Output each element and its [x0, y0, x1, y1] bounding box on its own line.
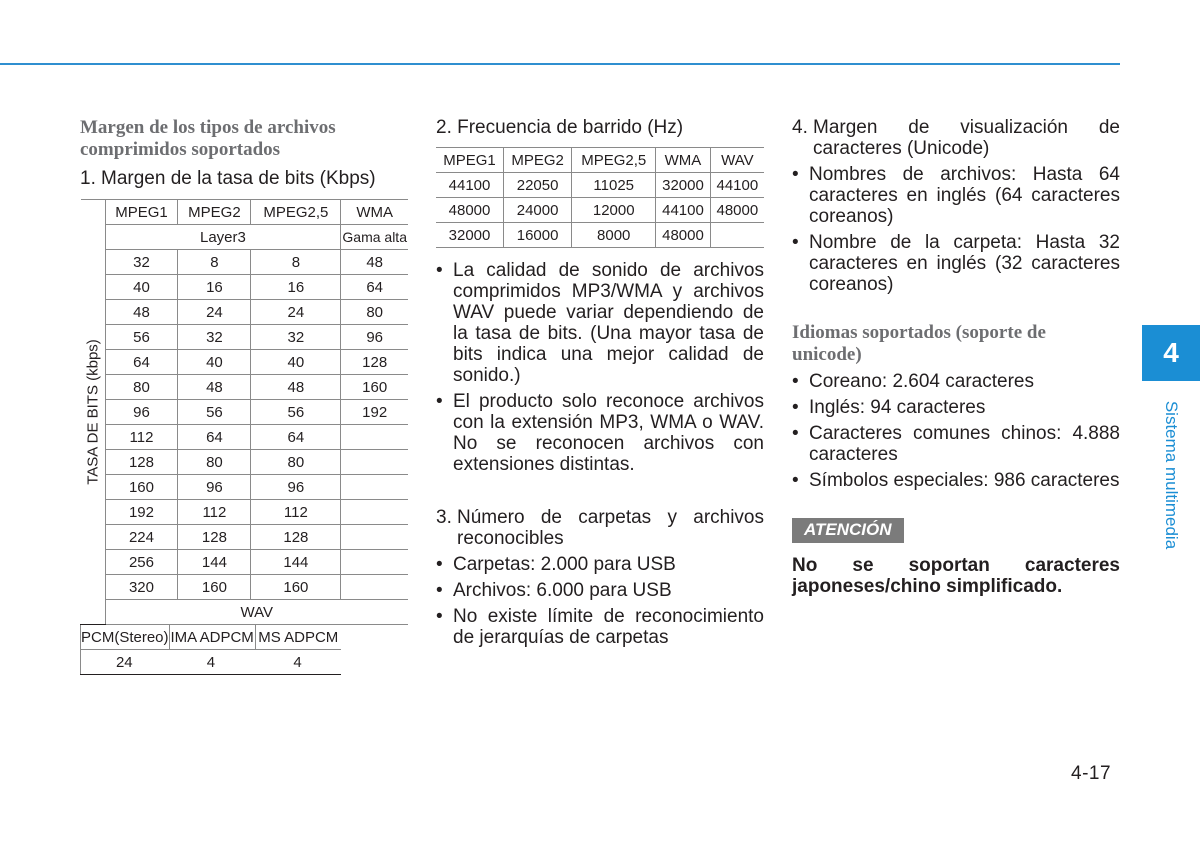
list-item-text: Caracteres comunes chinos: 4.888 caracteres [809, 423, 1120, 465]
table-row [81, 475, 409, 500]
cell: 22050 [504, 173, 572, 198]
list-item-text: Inglés: 94 caracteres [809, 397, 986, 418]
cell: 64 [178, 425, 251, 450]
numbered-item-2: 2. Frecuencia de barrido (Hz) [436, 117, 684, 138]
cell: 44100 [656, 198, 710, 223]
frequency-table [436, 147, 764, 248]
attention-label: ATENCIÓN [792, 518, 904, 543]
cell: 48 [251, 375, 341, 400]
list-item [792, 371, 1120, 392]
cell: 112 [105, 425, 178, 450]
list-item [436, 260, 764, 386]
wav-value: 4 [206, 653, 216, 671]
cell [341, 575, 408, 600]
cell: 32 [178, 325, 251, 350]
list-item [792, 164, 1120, 227]
cell: 160 [105, 475, 178, 500]
cell: 160 [341, 375, 408, 400]
cell: 320 [105, 575, 178, 600]
cell: 144 [251, 550, 341, 575]
table-row [436, 173, 764, 198]
wav-header: MS ADPCM [258, 628, 339, 646]
table-row [81, 350, 409, 375]
cell: 44100 [436, 173, 504, 198]
cell: 32000 [436, 223, 504, 248]
column-1 [80, 115, 408, 671]
bitrate-table [80, 199, 408, 675]
cell: 12000 [572, 198, 656, 223]
bullet-icon: • [792, 371, 799, 392]
cell: 40 [178, 350, 251, 375]
list-item [792, 232, 1120, 295]
item-text: Número de carpetas y archivos reconocibles [457, 507, 764, 549]
bullet-icon: • [792, 397, 799, 418]
list-item-text: Símbolos especiales: 986 caracteres [809, 470, 1120, 491]
cell: 192 [105, 500, 178, 525]
table-row [81, 525, 409, 550]
list-item [436, 554, 764, 575]
header-cell: MPEG1 [105, 200, 178, 225]
table-row [81, 375, 409, 400]
cell: 160 [251, 575, 341, 600]
gama-label: Gama alta [341, 225, 408, 250]
cell: 128 [341, 350, 408, 375]
wav-header-row [81, 625, 409, 650]
cell: 112 [178, 500, 251, 525]
numbered-item-3 [436, 507, 764, 549]
item-number: 4. [792, 117, 808, 138]
cell: 80 [341, 300, 408, 325]
cell [341, 475, 408, 500]
numbered-item-1 [80, 168, 408, 189]
cell [341, 425, 408, 450]
list-item-text: Nombre de la carpeta: Hasta 32 caracteres en inglés (32 caracteres coreanos) [809, 232, 1120, 295]
list-item [436, 580, 764, 601]
attention-text: No se soportan caracteres japoneses/chino simplificado. [792, 555, 1120, 597]
cell: 256 [105, 550, 178, 575]
list-item [436, 606, 764, 648]
cell: 144 [178, 550, 251, 575]
cell [341, 525, 408, 550]
list-item-text: No existe límite de reconocimiento de jerarquías de carpetas [453, 606, 764, 648]
bullet-icon: • [792, 164, 799, 185]
cell: 96 [251, 475, 341, 500]
cell: 32 [105, 250, 178, 275]
side-label: TASA DE BITS (kbps) [84, 339, 101, 485]
cell: 96 [178, 475, 251, 500]
list-item [792, 423, 1120, 465]
table-row [81, 575, 409, 600]
table-row [81, 550, 409, 575]
attention-box [792, 518, 1120, 543]
wav-value-row [81, 650, 409, 675]
list-item-text: Coreano: 2.604 caracteres [809, 371, 1034, 392]
table-row [436, 198, 764, 223]
bullet-list-languages [792, 371, 1120, 491]
cell: 56 [178, 400, 251, 425]
cell: 48 [105, 300, 178, 325]
header-cell: WMA [656, 148, 710, 173]
wav-value: 24 [115, 653, 133, 671]
layer-label: Layer3 [105, 225, 341, 250]
header-cell: MPEG2,5 [251, 200, 341, 225]
wav-value: 4 [293, 653, 302, 671]
chapter-tab-label: Sistema multimedia [1162, 400, 1181, 550]
cell: 160 [178, 575, 251, 600]
table-header-row [81, 200, 409, 225]
bullet-icon: • [436, 391, 443, 412]
cell: 32 [251, 325, 341, 350]
cell: 8 [178, 250, 251, 275]
wav-values-cell [81, 650, 341, 675]
cell: 48 [341, 250, 408, 275]
list-item-text: Archivos: 6.000 para USB [453, 580, 672, 601]
cell: 224 [105, 525, 178, 550]
cell: 48000 [656, 223, 710, 248]
chapter-tab-number: 4 [1142, 325, 1200, 381]
table-subheader-row [81, 225, 409, 250]
cell [341, 500, 408, 525]
side-label-cell [81, 200, 106, 625]
cell: 8 [251, 250, 341, 275]
bullet-icon: • [792, 423, 799, 444]
bullet-list-unicode [792, 164, 1120, 295]
wav-label-row [81, 600, 409, 625]
list-item-text: La calidad de sonido de archivos comprimidos MP3/WMA y archivos WAV puede variar dependiendo de la tasa de bits. (Una mayor tasa de bits indica una mejor calidad de sonido.) [453, 260, 764, 386]
column-2 [436, 115, 764, 648]
section-heading-languages: Idiomas soportados (soporte de unicode) [792, 322, 1046, 365]
list-item-text: Nombres de archivos: Hasta 64 caracteres en inglés (64 caracteres coreanos) [809, 164, 1120, 227]
header-cell: MPEG2 [178, 200, 251, 225]
table-row [81, 500, 409, 525]
numbered-item-4 [792, 117, 1120, 159]
cell: 32000 [656, 173, 710, 198]
item-text: Margen de la tasa de bits (Kbps) [101, 168, 376, 189]
cell: 128 [251, 525, 341, 550]
wav-header: PCM(Stereo) [81, 628, 169, 646]
cell: 128 [178, 525, 251, 550]
list-item [792, 470, 1120, 491]
wav-subtable-cell [81, 625, 341, 650]
cell: 24 [178, 300, 251, 325]
bullet-list-folders [436, 554, 764, 648]
table-row [81, 275, 409, 300]
table-row [81, 400, 409, 425]
header-cell: WAV [710, 148, 764, 173]
column-3 [792, 115, 1120, 597]
cell: 80 [251, 450, 341, 475]
cell: 11025 [572, 173, 656, 198]
cell: 16 [178, 275, 251, 300]
bullet-icon: • [792, 232, 799, 253]
header-cell: WMA [341, 200, 408, 225]
top-rule [0, 63, 1120, 65]
cell: 64 [105, 350, 178, 375]
cell: 8000 [572, 223, 656, 248]
cell [710, 223, 764, 248]
table-row [81, 425, 409, 450]
bullet-icon: • [436, 606, 443, 627]
header-cell: MPEG2 [504, 148, 572, 173]
cell: 56 [105, 325, 178, 350]
section-heading: Margen de los tipos de archivos comprimidos soportados [80, 117, 336, 160]
wav-label: WAV [105, 600, 408, 625]
bullet-icon: • [436, 554, 443, 575]
cell: 96 [105, 400, 178, 425]
cell: 48000 [710, 198, 764, 223]
wav-header: IMA ADPCM [170, 628, 254, 646]
cell: 80 [178, 450, 251, 475]
item-number: 1. [80, 168, 96, 189]
table-row [436, 223, 764, 248]
cell: 44100 [710, 173, 764, 198]
list-item [436, 391, 764, 475]
cell: 96 [341, 325, 408, 350]
cell: 24000 [504, 198, 572, 223]
cell: 80 [105, 375, 178, 400]
bullet-list-quality [436, 260, 764, 475]
cell: 48 [178, 375, 251, 400]
table-row [81, 300, 409, 325]
cell: 64 [251, 425, 341, 450]
cell: 128 [105, 450, 178, 475]
bullet-icon: • [436, 260, 443, 281]
table-row [81, 450, 409, 475]
table-row [81, 250, 409, 275]
cell: 48000 [436, 198, 504, 223]
list-item-text: Carpetas: 2.000 para USB [453, 554, 676, 575]
table-header-row [436, 148, 764, 173]
cell [341, 450, 408, 475]
cell: 24 [251, 300, 341, 325]
header-cell: MPEG2,5 [572, 148, 656, 173]
cell: 16 [251, 275, 341, 300]
item-text: Margen de visualización de caracteres (Unicode) [813, 117, 1120, 159]
item-number: 3. [436, 507, 452, 528]
cell: 192 [341, 400, 408, 425]
cell: 112 [251, 500, 341, 525]
header-cell: MPEG1 [436, 148, 504, 173]
cell [341, 550, 408, 575]
bullet-icon: • [792, 470, 799, 491]
cell: 40 [251, 350, 341, 375]
cell: 40 [105, 275, 178, 300]
list-item [792, 397, 1120, 418]
cell: 56 [251, 400, 341, 425]
list-item-text: El producto solo reconoce archivos con la extensión MP3, WMA o WAV. No se reconocen archivos con extensiones distintas. [453, 391, 764, 475]
cell: 64 [341, 275, 408, 300]
bullet-icon: • [436, 580, 443, 601]
cell: 16000 [504, 223, 572, 248]
table-row [81, 325, 409, 350]
page-number: 4-17 [1071, 763, 1112, 784]
